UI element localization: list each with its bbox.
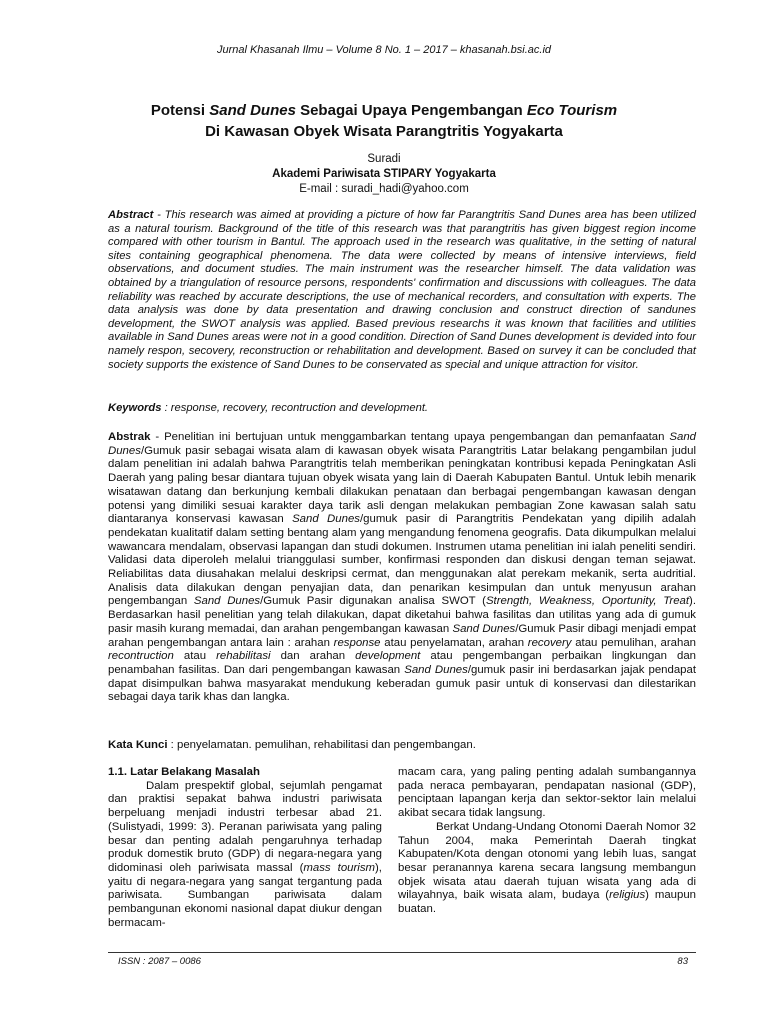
abstrak-italic: response <box>333 636 381 649</box>
abstrak-text: atau pengembangan perbaikan lingkungan dan penambahan fasilitas. Dan dari pengembangan kawasan <box>108 650 696 676</box>
author-block <box>0 152 768 197</box>
body-paragraph <box>108 780 382 931</box>
title-italic-sand-dunes: Sand Dunes <box>209 102 296 119</box>
kata-kunci-label: Kata Kunci <box>108 739 168 751</box>
abstrak-italic: recontruction <box>108 650 174 663</box>
abstrak-label: Abstrak <box>108 431 151 443</box>
abstrak-text: atau pemulihan, arahan <box>571 636 697 649</box>
title-line-1 <box>60 100 708 121</box>
abstrak-text: /gumuk pasir di Parangtritis Pendekatan yang dipilih adalah pendekatan kualitatif dalam setting bentang alam yang mengandung fenomena geografis. Data dikumpulkan melalui wawancara mendalam, observasi lapangan dan studi dokumen. Instrumen utama penelitian ini ialah peneliti sendiri. Validasi data diperoleh melalui trianggulasi sumber, konfirmasi responden dan diskusi dengan teman sejawat. Reliabilitas data diusahakan melalui deskripsi cermat, dan menggunakan alat perekam mekanik, serta audritial. Analisis data dilakukan dengan penyajian data, dan penarikan kesimpulan dan untuk menyusun arahan pengembangan <box>108 513 696 608</box>
author-email: E-mail : suradi_hadi@yahoo.com <box>299 183 469 195</box>
body-text: Berkat Undang-Undang Otonomi Daerah Nomor 32 Tahun 2004, maka Pemerintah Daerah tingkat Kabupaten/Kota dengan otonomi yang lebih luas, sangat besar peranannya karena secara langsung membangun objek wisata atau daerah tujuan wisata yang ada di wilayahnya, baik wisata alam, budaya ( <box>398 820 696 902</box>
title-text: Potensi <box>150 102 210 119</box>
title-text: Sebagai Upaya Pengembangan <box>295 102 527 119</box>
footer-issn: ISSN : 2087 – 0086 <box>118 956 201 967</box>
abstrak-italic: Sand Dunes <box>108 431 696 457</box>
abstract-label: Abstract <box>108 209 154 221</box>
body-text: ) maupun buatan. <box>398 889 696 916</box>
author-name: Suradi <box>367 153 401 165</box>
journal-header: Jurnal Khasanah Ilmu – Volume 8 No. 1 – 2017 – khasanah.bsi.ac.id <box>216 44 552 56</box>
abstract-indonesian <box>108 431 696 705</box>
abstrak-italic: Sand Dunes <box>292 513 360 526</box>
keywords-label: Keywords <box>108 402 162 414</box>
abstrak-text: /Gumuk Pasir digunakan analisa SWOT ( <box>260 595 486 608</box>
body-text: Dalam prespektif global, sejumlah pengamat dan praktisi sepakat bahwa industri pariwisata berpeluang menjadi industri terbesar abad 21. (Sulistyadi, 1999: 3). Peranan pariwisata yang paling besar dan penting adalah pengaruhnya terhadap produk domestik bruto (GDP) di negara-negara yang didominasi oleh pariwisata massal ( <box>108 779 382 874</box>
paper-title <box>60 100 708 142</box>
body-italic: religius <box>609 889 646 902</box>
title-line-2: Di Kawasan Obyek Wisata Parangtritis Yogyakarta <box>205 123 563 140</box>
abstract-text: - This research was aimed at providing a picture of how far Parangtritis Sand Dunes area has been utilized as a natural tourism. Background of the title of this research was that parangtritis has given biggest region income compared with other tourism in Bantul. The approach used in the research was qualitative, in the setting of natural sites containing geographical phenomena. The data were collected by means of intensive interviews, field observations, and document studies. The main instrument was the researcher himself. The data validation was obtained by a triangulation of resource persons, respondents' confirmation and discussions with colleagues. The data reliability was reached by accurate descriptions, the use of mechanical recorders, and consultation with experts. The data analysis was done by data presentation and drawing conclusion and construct direction of sandunes development, the SWOT analysis was applied. Based previous researchs it was known that facilities and utilities available in Sand Dunes areas were not in a good condition. Direction of Sand Dunes development is devided into four namely respon, secovery, reconstruction or rehabilitation and development. Based on survey it can be concluded that society supports the existence of Sand Dunes to be conservated as special and unique attraction for visitor. <box>108 209 696 371</box>
body-column-right <box>398 766 696 917</box>
abstrak-italic: Sand Dunes <box>452 622 516 635</box>
abstrak-text: ). Berdasarkan hasil penelitian yang telah dilakukan, dapat diketahui bahwa fasilitas dan utilitas yang ada di gumuk pasir masih kurang memadai, dan arahan pengembangan kawasan <box>108 595 696 635</box>
keywords <box>108 402 696 416</box>
abstrak-text: atau penyelamatan, arahan <box>380 636 528 649</box>
abstrak-italic: recovery <box>527 636 572 649</box>
abstrak-text: - Penelitian ini bertujuan untuk menggambarkan tentang upaya pengembangan dan pemanfaatan <box>150 431 670 443</box>
abstrak-text: atau <box>173 650 217 663</box>
kata-kunci-text: : penyelamatan. pemulihan, rehabilitasi dan pengembangan. <box>167 739 476 751</box>
abstrak-italic: Sand Dunes <box>404 663 468 676</box>
abstrak-text: /Gumuk pasir sebagai wisata alam di kawasan obyek wisata Parangtritis Latar belakang pengambilan judul dalam penelitian ini adalah bahwa Parangtritis telah memberikan peningkatan kontribusi kepada Peningkatan Asli Daerah yang paling besar diantara tujuan obyek wisata yang lain di Daerah Kabupaten Bantul. Untuk lebih menarik wisatawan datang dan berkunjung kembali dilakukan penataan dan berbagai pengembangan kawasan dengan potensi yang dimiliki sesuai karakter daya tarik asli dengan melakukan pembagian Zone kawasan salah satu diantaranya konservasi kawasan <box>108 444 696 526</box>
abstrak-text: /gumuk pasir ini berdasarkan jajak pendapat dapat disimpulkan bahwa masyarakat mendukung keberadan gumuk pasir untuk di konservasi dan dilestarikan sebagai daya tarik khas dan langka. <box>108 663 696 704</box>
body-paragraph: macam cara, yang paling penting adalah sumbangannya pada neraca pembayaran, pendapatan nasional (GDP), penciptaan lapangan kerja dan sektor-sektor lain melalui akibat secara tidak langsung. <box>398 766 696 820</box>
abstrak-italic: Strength, Weakness, Oportunity, Treat <box>485 595 690 608</box>
body-italic: mass tourism <box>303 861 376 874</box>
body-column-left <box>108 766 382 930</box>
footer-divider <box>108 952 696 953</box>
keywords-text: : response, recovery, recontruction and development. <box>161 402 429 414</box>
kata-kunci <box>108 739 696 753</box>
abstrak-text: /Gumuk Pasir dibagi menjadi empat arahan pengembangan antara lain : arahan <box>108 622 696 649</box>
body-text: ), yaitu di negara-negara yang sangat tergantung pada pariwisata. Sumbangan pariwisata dalam pembangunan ekonomi nasional dapat diukur dengan bermacam- <box>108 861 382 929</box>
abstrak-italic: development <box>355 650 421 663</box>
abstrak-italic: rehabilitasi <box>216 650 271 663</box>
section-heading: 1.1. Latar Belakang Masalah <box>108 766 260 778</box>
author-institution: Akademi Pariwisata STIPARY Yogyakarta <box>272 168 496 180</box>
abstrak-text: dan arahan <box>270 650 356 663</box>
body-paragraph <box>398 821 696 917</box>
page-number: 83 <box>677 956 688 967</box>
abstract-english <box>108 209 696 372</box>
abstrak-italic: Sand Dunes <box>193 595 261 608</box>
title-italic-eco-tourism: Eco Tourism <box>526 102 618 119</box>
